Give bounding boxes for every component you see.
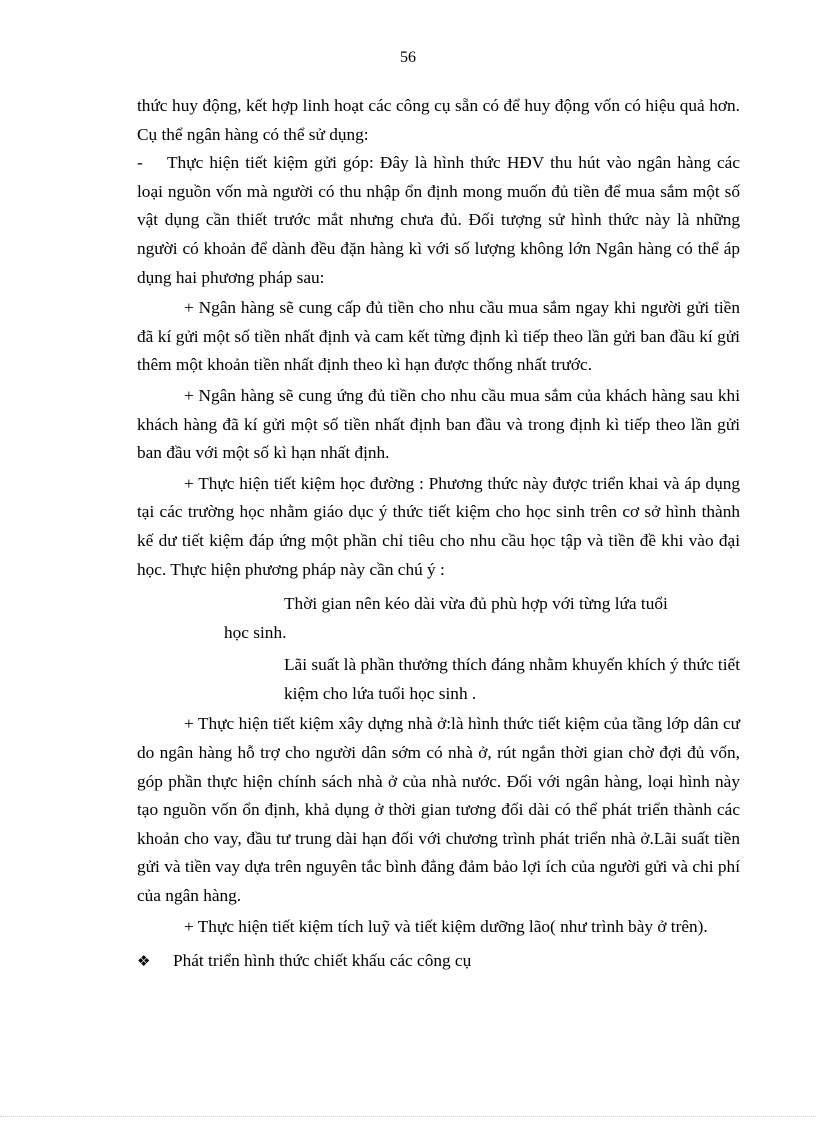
- page-number: 56: [400, 49, 416, 66]
- dash-list-item: [137, 149, 740, 292]
- plus-item-3: + Thực hiện tiết kiệm học đường : Phương thức này được triển khai và áp dụng tại các trường học nhằm giáo dục ý thức tiết kiệm cho học sinh trên cơ sở hình thành kế dư tiết kiệm đáp ứng một phần chỉ tiêu cho nhu cầu học tập và tiền đề khi vào đại học. Thực hiện phương pháp này cần chú ý :: [137, 473, 740, 579]
- dash-marker: -: [137, 153, 143, 173]
- plus-item-5: + Thực hiện tiết kiệm tích luỹ và tiết kiệm dưỡng lão( như trình bày ở trên).: [184, 916, 708, 936]
- plus-item-1: + Ngân hàng sẽ cung cấp đủ tiền cho nhu cầu mua sắm ngay khi người gửi tiền đã kí gửi một số tiền nhất định và cam kết từng định kì tiếp theo lần gửi ban đầu kí gửi thêm một khoản tiền nhất định theo kì hạn được thống nhất trước.: [137, 298, 740, 375]
- diamond-bullet-icon: ❖: [137, 952, 151, 971]
- section-bullet: [137, 947, 740, 976]
- note-1-line-1: Thời gian nên kéo dài vừa đủ phù hợp với từng lứa tuổi: [284, 594, 668, 614]
- section-bullet-text: Phát triển hình thức chiết khấu các công cụ: [173, 951, 472, 971]
- note-1-line-2: học sinh.: [224, 622, 287, 642]
- page-body: [137, 92, 740, 976]
- note-2: Lãi suất là phần thưởng thích đáng nhằm khuyến khích ý thức tiết kiệm cho lứa tuổi học sinh .: [284, 655, 740, 703]
- plus-item-2: + Ngân hàng sẽ cung ứng đủ tiền cho nhu cầu mua sắm của khách hàng sau khi khách hàng đã kí gửi một số tiền nhất định ban đầu và trong định kì tiếp theo lần gửi ban đầu với một số kì hạn nhất định.: [137, 385, 740, 463]
- intro-paragraph: thức huy động, kết hợp linh hoạt các công cụ sẵn có để huy động vốn có hiệu quả hơn. Cụ thể ngân hàng có thể sử dụng:: [137, 96, 740, 144]
- plus-item-4: + Thực hiện tiết kiệm xây dựng nhà ở:là hình thức tiết kiệm của tầng lớp dân cư do ngân hàng hỗ trợ cho người dân sớm có nhà ở, rút ngắn thời gian chờ đợi đủ vốn, góp phần thực hiện chính sách nhà ở của nhà nước. Đối với ngân hàng, loại hình này tạo nguồn vốn ổn định, khả dụng ở thời gian tương đối dài có thể phát triển thành các khoản cho vay, đầu tư trung dài hạn đối với chương trình phát triển nhà ở.Lãi suất tiền gửi và tiền vay dựa trên nguyên tắc bình đẳng đảm bảo lợi ích của người gửi và chi phí của ngân hàng.: [137, 714, 740, 906]
- dash-item-text: Thực hiện tiết kiệm gửi góp: Đây là hình thức HĐV thu hút vào ngân hàng các loại nguồn vốn mà người có thu nhập ổn định mong muốn đủ tiền để mua sắm một số vật dụng cần thiết trước mắt nhưng chưa đủ. Đối tượng sử hình thức này là những người có khoản để dành đều đặn hàng kì với số lượng không lớn Ngân hàng có thể áp dụng hai phương pháp sau:: [137, 153, 740, 287]
- footer-divider: [0, 1116, 816, 1117]
